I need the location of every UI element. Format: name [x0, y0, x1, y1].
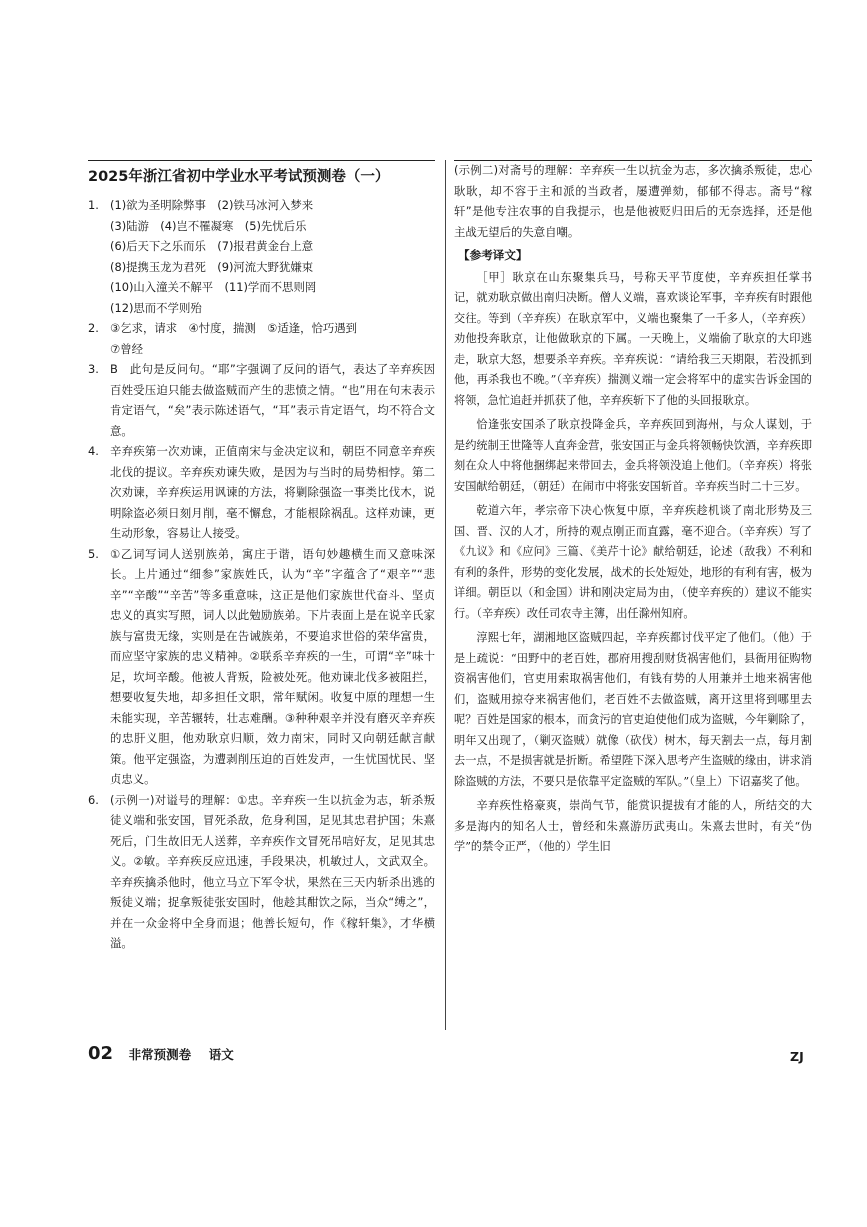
- translation-paragraph: 乾道六年，孝宗帝下决心恢复中原，辛弃疾趁机谈了南北形势及三国、晋、汉的人才，所持的观点刚正而直露，毫不迎合。（辛弃疾）写了《九议》和《应问》三篇、《美芹十论》献给朝廷，论述（敌我）不利和有利的条件，形势的变化发展，战术的长处短处，地形的有利有害，极为详细。朝臣以（和金国）讲和刚决定局为由，（使辛弃疾的）建议不能实行。（辛弃疾）改任司农寺主簿，出任滁州知府。: [454, 504, 813, 620]
- region-code: ZJ: [790, 1049, 804, 1064]
- answer-text: B 此句是反问句。“耶”字强调了反问的语气，表达了辛弃疾因百姓受压迫只能去做盗贼而产生的悲愤之情。“也”用在句末表示肯定语气，“矣”表示陈述语气，“耳”表示肯定语气，均不符合文意。: [110, 362, 435, 438]
- subject-name: 语文: [208, 1047, 234, 1062]
- series-name: 非常预测卷: [128, 1047, 192, 1062]
- answer-number: 4.: [88, 444, 99, 458]
- answer-line: (6)后天下之乐而乐 (7)报君黄金台上意: [110, 239, 314, 253]
- answer-line: (1)欲为圣明除弊事 (2)铁马冰河入梦来: [110, 198, 314, 212]
- translation-paragraph: 辛弃疾性格豪爽，崇尚气节，能赏识提拔有才能的人，所结交的大多是海内的知名人士，曾经和朱熹游历武夷山。朱熹去世时，有关“伪学”的禁令正严，（他的）学生旧: [454, 799, 812, 853]
- answer-3: [88, 359, 435, 441]
- page-title: 2025年浙江省初中学业水平考试预测卷（一）: [88, 169, 390, 185]
- answer-line: (10)山入潼关不解平 (11)学而不思则罔: [110, 280, 317, 294]
- answer-5: [88, 544, 435, 790]
- answer-6-example-2: (示例二)对斋号的理解：辛弃疾一生以抗金为志，多次擒杀叛徒，忠心耿耿，却不容于主和派的当政者，屡遭弹劾，郁郁不得志。斋号“稼轩”是他专注农事的自我提示，也是他被贬归田后的无奈选择，还是他主战无望后的失意自嘲。: [454, 163, 812, 239]
- answer-2: [88, 318, 435, 359]
- answer-line: (8)提携玉龙为君死 (9)河流大野犹嫌束: [110, 259, 314, 274]
- footer: [88, 1043, 246, 1064]
- answer-number: 2.: [88, 321, 99, 335]
- answer-line: ③乞求，请求 ④忖度，揣测 ⑤适逢，恰巧遇到: [110, 321, 358, 335]
- translation-paragraph: 淳熙七年，湖湘地区盗贼四起，辛弃疾都讨伐平定了他们。（他）于是上疏说：“田野中的老百姓，郡府用搜刮财货祸害他们，县衙用征购物资祸害他们，官吏用索取祸害他们，有钱有势的人用兼并土地来祸害他们，盗贼用掠夺来祸害他们，老百姓不去做盗贼，离开这里将到哪里去呢？百姓是国家的根本，而贪污的官吏迫使他们成为盗贼，今年剿除了，明年又出现了，（剿灭盗贼）就像（砍伐）树木，每天割去一点，每月割去一点，不是损害就是折断。希望陛下深入思考产生盗贼的缘由，讲求消除盗贼的方法，不要只是依靠平定盗贼的军队。”（皇上）下诏嘉奖了他。: [454, 631, 813, 788]
- answer-text: ①乙词写词人送别族弟，寓庄于谐，语句妙趣横生而又意味深长。上片通过“细参”家族姓氏，认为“辛”字蕴含了“艰辛”“悲辛”“辛酸”“辛苦”等多重意味，这正是他们家族世代奋斗、坚贞忠义的真实写照，词人以此勉励族弟。下片表面上是在说辛氏家族与富贵无缘，实则是在告诫族弟，不要追求世俗的荣华富贵，而应坚守家族的忠义精神。②联系辛弃疾的一生，可谓“辛”味十足，坎坷辛酸。他被人背叛，险被处死。他劝谏北伐多被阻拦，想要收复失地，却多担任文职，常年赋闲。收复中原的理想一生未能实现，辛苦辗转，壮志难酬。③种种艰辛并没有磨灭辛弃疾的忠肝义胆，他劝耿京归顺，效力南宋，同时又向朝廷献言献策。他平定强盗，为遭剥削压迫的百姓发声，一生忧国忧民、坚贞忠义。: [110, 546, 435, 786]
- answer-1: [88, 195, 435, 318]
- answer-number: 5.: [88, 546, 99, 561]
- page-number: 02: [88, 1043, 114, 1064]
- right-column: [454, 158, 812, 862]
- answer-4: [88, 441, 435, 544]
- translation-paragraph: 恰逢张安国杀了耿京投降金兵，辛弃疾回到海州，与众人谋划，于是约统制王世隆等人直奔金营，张安国正与金兵将领畅快饮酒，辛弃疾即刻在众人中将他捆绑起来带回去，金兵将领没追上他们。（辛弃疾）将张安国献给朝廷，（朝廷）在闹市中将张安国斩首。辛弃疾当时二十三岁。: [454, 418, 813, 493]
- answer-line: (3)陆游 (4)岂不罹凝寒 (5)先忧后乐: [110, 218, 307, 233]
- answer-number: 1.: [88, 198, 99, 212]
- answer-line: (12)思而不学则殆: [110, 300, 202, 315]
- column-divider: [445, 160, 446, 1030]
- answer-line: ⑦曾经: [110, 341, 143, 356]
- translation-paragraph: ［甲］耿京在山东聚集兵马，号称天平节度使，辛弃疾担任掌书记，就劝耿京做出南归决断。僧人义端，喜欢谈论军事，辛弃疾有时跟他交往。等到（辛弃疾）在耿京军中，义端也聚集了一千多人，（辛弃疾）劝他投奔耿京，让他做耿京的下属。一天晚上，义端偷了耿京的大印逃走，耿京大怒，想要杀辛弃疾。辛弃疾说：“请给我三天期限，若没抓到他，再杀我也不晚。”（辛弃疾）揣测义端一定会将军中的虚实告诉金国的将领，急忙追赶并抓获了他，辛弃疾斩下了他的头回报耿京。: [454, 270, 813, 407]
- answer-number: 3.: [88, 362, 99, 376]
- reference-translation-heading: 【参考译文】: [458, 248, 528, 262]
- answer-6: [88, 790, 435, 954]
- left-column: [88, 158, 435, 954]
- answer-number: 6.: [88, 792, 99, 807]
- answer-text: (示例一)对谥号的理解：①忠。辛弃疾一生以抗金为志，斩杀叛徒义端和张安国，冒死杀敌，危身利国，足见其忠君护国；朱熹死后，门生故旧无人送葬，辛弃疾作文冒死吊唁好友，足见其忠义。②敏。辛弃疾反应迅速，手段果决，机敏过人，文武双全。辛弃疾擒杀他时，他立马立下军令状，果然在三天内斩杀出逃的叛徒义端；捉拿叛徒张安国时，他趁其酣饮之际，当众“缚之”，并在一众金将中全身而退；他善长短句，作《稼轩集》，才华横溢。: [110, 792, 435, 950]
- answer-text: 辛弃疾第一次劝谏，正值南宋与金决定议和，朝臣不同意辛弃疾北伐的提议。辛弃疾劝谏失败，是因为与当时的局势相悖。第二次劝谏，辛弃疾运用讽谏的方法，将剿除强盗一事类比伐木，说明除盗必须日刻月削，毫不懈怠，才能根除祸乱。这样劝谏，更生动形象，容易让人接受。: [110, 444, 435, 540]
